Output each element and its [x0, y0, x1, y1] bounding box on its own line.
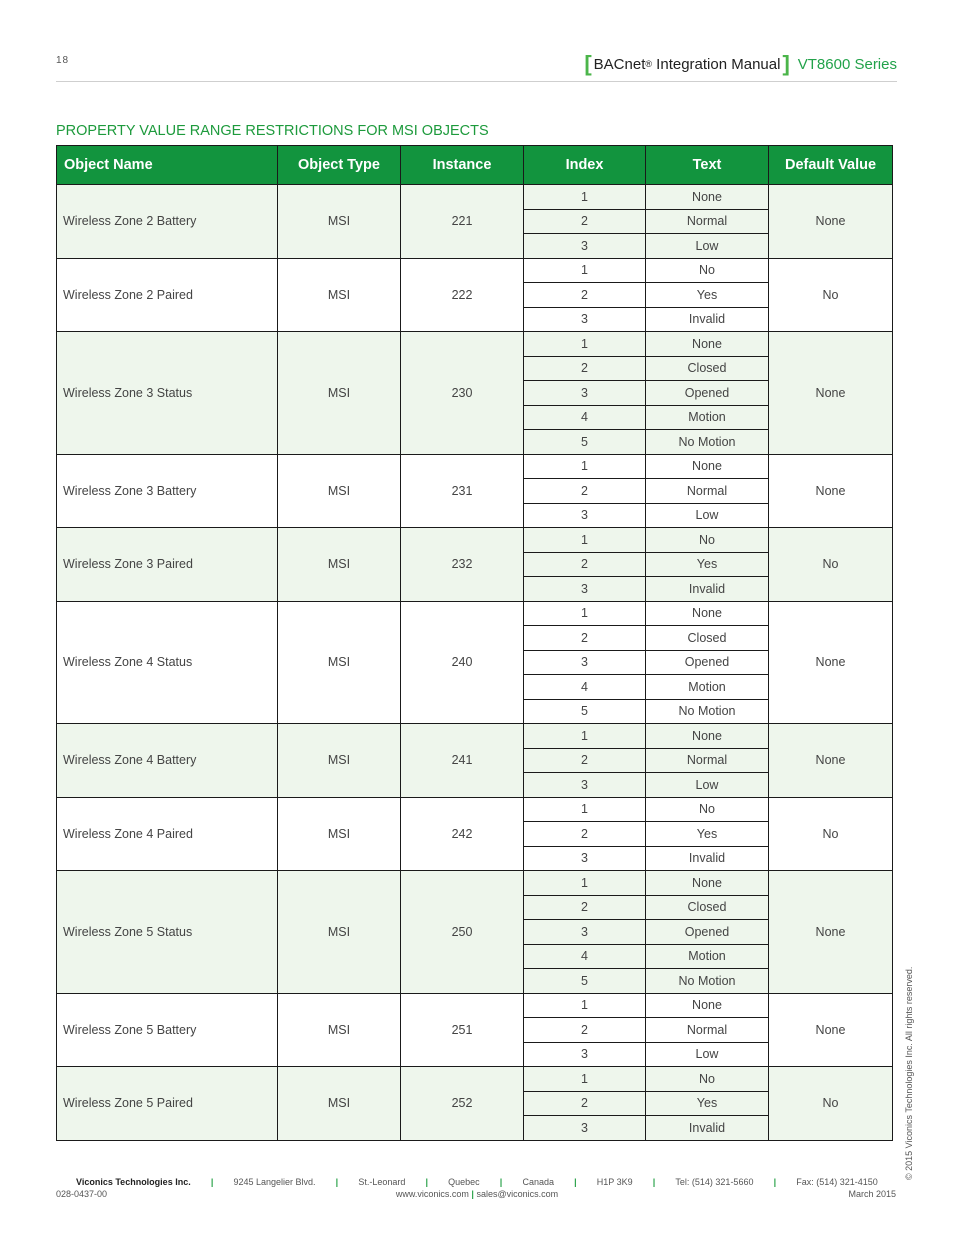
default-value-cell: None [769, 724, 893, 798]
object-type-cell: MSI [278, 724, 401, 798]
object-type-cell: MSI [278, 797, 401, 871]
text-cell: Yes [646, 822, 769, 847]
side-copyright: © 2015 Viconics Technologies Inc. All rights reserved. [904, 966, 914, 1180]
text-cell: Opened [646, 381, 769, 406]
object-name-cell: Wireless Zone 2 Paired [57, 258, 278, 332]
text-cell: Yes [646, 1091, 769, 1116]
default-value-cell: None [769, 871, 893, 994]
object-group [57, 1067, 893, 1141]
text-cell: Motion [646, 675, 769, 700]
text-cell: Invalid [646, 1116, 769, 1141]
index-cell: 2 [524, 822, 646, 847]
text-cell: Yes [646, 552, 769, 577]
object-group [57, 993, 893, 1067]
table-row [57, 601, 893, 626]
table-row [57, 1067, 893, 1092]
footer-fax: Fax: (514) 321-4150 [796, 1177, 878, 1187]
object-group [57, 871, 893, 994]
default-value-cell: None [769, 601, 893, 724]
index-cell: 1 [524, 454, 646, 479]
default-value-cell: No [769, 797, 893, 871]
index-cell: 1 [524, 1067, 646, 1092]
object-name-cell: Wireless Zone 3 Battery [57, 454, 278, 528]
text-cell: Low [646, 234, 769, 259]
index-cell: 2 [524, 1091, 646, 1116]
object-name-cell: Wireless Zone 4 Battery [57, 724, 278, 798]
text-cell: Low [646, 1042, 769, 1067]
index-cell: 4 [524, 675, 646, 700]
col-header-text: Text [646, 146, 769, 185]
object-name-cell: Wireless Zone 5 Battery [57, 993, 278, 1067]
object-type-cell: MSI [278, 601, 401, 724]
index-cell: 5 [524, 430, 646, 455]
object-name-cell: Wireless Zone 5 Status [57, 871, 278, 994]
text-cell: Opened [646, 650, 769, 675]
object-type-cell: MSI [278, 332, 401, 455]
footer-separator: | [425, 1177, 429, 1187]
text-cell: None [646, 871, 769, 896]
text-cell: Opened [646, 920, 769, 945]
col-header-index: Index [524, 146, 646, 185]
index-cell: 3 [524, 577, 646, 602]
index-cell: 2 [524, 895, 646, 920]
footer-separator: | [499, 1177, 503, 1187]
instance-cell: 230 [401, 332, 524, 455]
text-cell: No Motion [646, 430, 769, 455]
index-cell: 3 [524, 1116, 646, 1141]
index-cell: 5 [524, 969, 646, 994]
object-name-cell: Wireless Zone 2 Battery [57, 185, 278, 259]
index-cell: 1 [524, 185, 646, 210]
instance-cell: 242 [401, 797, 524, 871]
table-header [57, 146, 893, 185]
footer-province: Quebec [448, 1177, 480, 1187]
page-number: 18 [56, 55, 70, 66]
object-type-cell: MSI [278, 1067, 401, 1141]
index-cell: 2 [524, 748, 646, 773]
default-value-cell: No [769, 528, 893, 602]
text-cell: No [646, 528, 769, 553]
instance-cell: 221 [401, 185, 524, 259]
object-type-cell: MSI [278, 454, 401, 528]
text-cell: Normal [646, 748, 769, 773]
object-group [57, 601, 893, 724]
instance-cell: 250 [401, 871, 524, 994]
text-cell: Normal [646, 479, 769, 504]
index-cell: 2 [524, 479, 646, 504]
object-name-cell: Wireless Zone 3 Status [57, 332, 278, 455]
object-group [57, 258, 893, 332]
index-cell: 1 [524, 724, 646, 749]
instance-cell: 252 [401, 1067, 524, 1141]
object-name-cell: Wireless Zone 4 Status [57, 601, 278, 724]
text-cell: None [646, 332, 769, 357]
table-row [57, 528, 893, 553]
object-name-cell: Wireless Zone 3 Paired [57, 528, 278, 602]
table-row [57, 258, 893, 283]
section-title: PROPERTY VALUE RANGE RESTRICTIONS FOR MSI OBJECTS [56, 123, 489, 139]
default-value-cell: None [769, 993, 893, 1067]
text-cell: No [646, 258, 769, 283]
header-divider [56, 81, 897, 82]
index-cell: 4 [524, 944, 646, 969]
index-cell: 2 [524, 626, 646, 651]
footer-country: Canada [522, 1177, 554, 1187]
text-cell: None [646, 454, 769, 479]
text-cell: No Motion [646, 699, 769, 724]
index-cell: 3 [524, 234, 646, 259]
object-type-cell: MSI [278, 871, 401, 994]
text-cell: Motion [646, 405, 769, 430]
object-type-cell: MSI [278, 993, 401, 1067]
footer-separator: | [471, 1189, 474, 1199]
table-row [57, 332, 893, 357]
text-cell: No [646, 1067, 769, 1092]
index-cell: 2 [524, 283, 646, 308]
index-cell: 5 [524, 699, 646, 724]
default-value-cell: None [769, 332, 893, 455]
instance-cell: 222 [401, 258, 524, 332]
table-row [57, 797, 893, 822]
index-cell: 3 [524, 650, 646, 675]
object-group [57, 724, 893, 798]
table-row [57, 993, 893, 1018]
index-cell: 1 [524, 993, 646, 1018]
text-cell: Invalid [646, 307, 769, 332]
index-cell: 1 [524, 871, 646, 896]
header-title: BACnet [593, 55, 646, 73]
index-cell: 3 [524, 307, 646, 332]
text-cell: Normal [646, 1018, 769, 1043]
index-cell: 1 [524, 332, 646, 357]
index-cell: 2 [524, 209, 646, 234]
text-cell: No Motion [646, 969, 769, 994]
footer-separator: | [652, 1177, 656, 1187]
footer-email-link[interactable]: sales@viconics.com [476, 1189, 559, 1199]
footer-date: March 2015 [848, 1189, 896, 1199]
document-header [582, 53, 897, 75]
text-cell: Motion [646, 944, 769, 969]
object-name-cell: Wireless Zone 4 Paired [57, 797, 278, 871]
text-cell: Low [646, 503, 769, 528]
footer-address: 9245 Langelier Blvd. [233, 1177, 316, 1187]
table-row [57, 871, 893, 896]
footer-separator: | [574, 1177, 577, 1187]
text-cell: None [646, 185, 769, 210]
text-cell: None [646, 993, 769, 1018]
object-name-cell: Wireless Zone 5 Paired [57, 1067, 278, 1141]
text-cell: Invalid [646, 846, 769, 871]
default-value-cell: None [769, 185, 893, 259]
index-cell: 3 [524, 1042, 646, 1067]
text-cell: Closed [646, 626, 769, 651]
header-bracket-open: [ [584, 51, 592, 76]
index-cell: 3 [524, 773, 646, 798]
col-header-default-value: Default Value [769, 146, 893, 185]
header-title-suffix: Integration Manual [652, 55, 781, 73]
index-cell: 2 [524, 552, 646, 577]
index-cell: 4 [524, 405, 646, 430]
col-header-object-type: Object Type [278, 146, 401, 185]
footer-website-link[interactable]: www.viconics.com [395, 1189, 469, 1199]
instance-cell: 251 [401, 993, 524, 1067]
index-cell: 3 [524, 381, 646, 406]
index-cell: 3 [524, 920, 646, 945]
footer-postal: H1P 3K9 [596, 1177, 633, 1187]
text-cell: Invalid [646, 577, 769, 602]
object-group [57, 454, 893, 528]
header-bracket-close: ] [782, 51, 790, 76]
table-row [57, 185, 893, 210]
instance-cell: 241 [401, 724, 524, 798]
object-group [57, 185, 893, 259]
default-value-cell: No [769, 258, 893, 332]
footer-company: Viconics Technologies Inc. [76, 1177, 191, 1187]
object-type-cell: MSI [278, 258, 401, 332]
object-group [57, 797, 893, 871]
footer-separator: | [773, 1177, 777, 1187]
text-cell: Low [646, 773, 769, 798]
footer-separator: | [210, 1177, 214, 1187]
text-cell: Normal [646, 209, 769, 234]
table-row [57, 724, 893, 749]
index-cell: 1 [524, 601, 646, 626]
footer-contact-line [76, 1177, 878, 1187]
index-cell: 2 [524, 356, 646, 381]
instance-cell: 231 [401, 454, 524, 528]
default-value-cell: None [769, 454, 893, 528]
text-cell: No [646, 797, 769, 822]
table-row [57, 454, 893, 479]
footer-tel: Tel: (514) 321-5660 [675, 1177, 754, 1187]
table-header-row [57, 146, 893, 185]
text-cell: Closed [646, 356, 769, 381]
footer-web-line [0, 1189, 954, 1199]
header-series: VT8600 Series [797, 55, 897, 73]
index-cell: 3 [524, 846, 646, 871]
footer-city: St.-Leonard [358, 1177, 406, 1187]
footer-doc-number: 028-0437-00 [56, 1189, 108, 1199]
index-cell: 1 [524, 258, 646, 283]
object-type-cell: MSI [278, 528, 401, 602]
registered-mark: ® [645, 59, 653, 69]
col-header-instance: Instance [401, 146, 524, 185]
object-group [57, 332, 893, 455]
msi-range-table [56, 145, 893, 1141]
object-group [57, 528, 893, 602]
default-value-cell: No [769, 1067, 893, 1141]
instance-cell: 240 [401, 601, 524, 724]
object-type-cell: MSI [278, 185, 401, 259]
index-cell: 1 [524, 528, 646, 553]
text-cell: Yes [646, 283, 769, 308]
text-cell: None [646, 601, 769, 626]
text-cell: None [646, 724, 769, 749]
footer-separator: | [335, 1177, 339, 1187]
col-header-object-name: Object Name [57, 146, 278, 185]
index-cell: 3 [524, 503, 646, 528]
text-cell: Closed [646, 895, 769, 920]
index-cell: 1 [524, 797, 646, 822]
index-cell: 2 [524, 1018, 646, 1043]
instance-cell: 232 [401, 528, 524, 602]
